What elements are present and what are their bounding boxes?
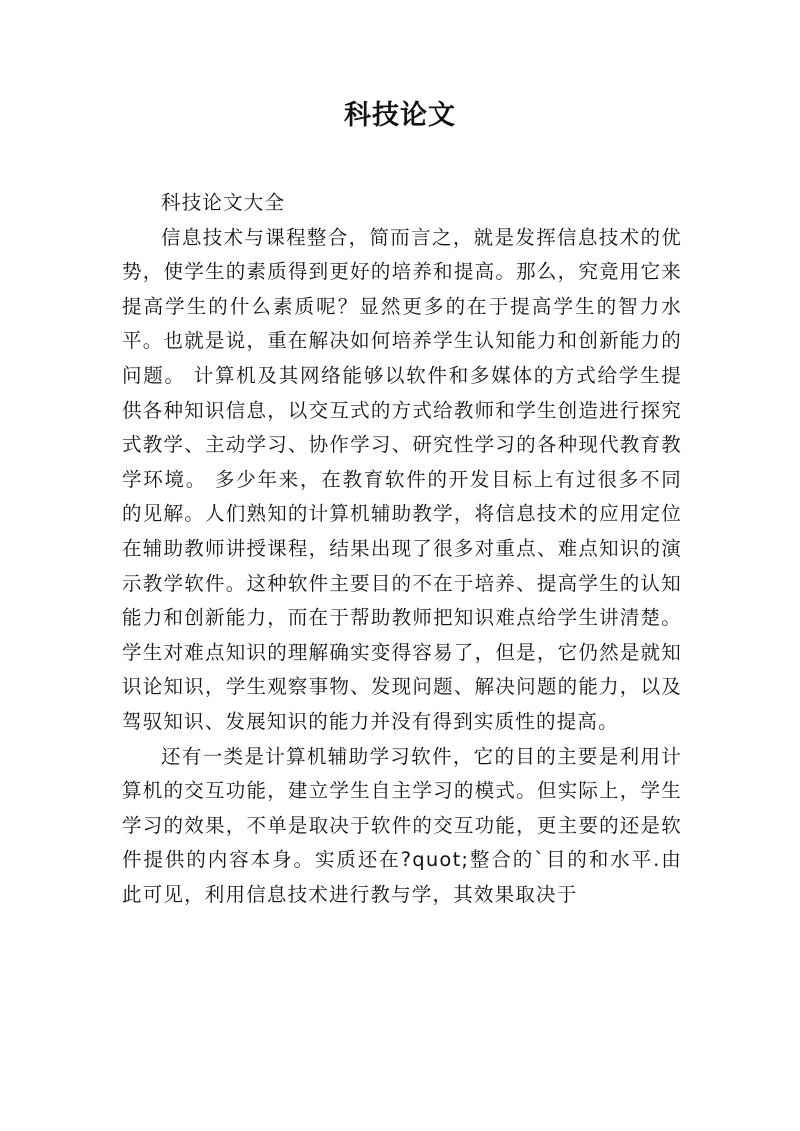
paragraph: 信息技术与课程整合，简而言之，就是发挥信息技术的优势，使学生的素质得到更好的培养和提高。那么，究竟用它来提高学生的什么素质呢？显然更多的在于提高学生的智力水平。也就是说，重在解决如何培养学生认知能力和创新能力的问题。 计算机及其网络能够以软件和多媒体的方式给学生提供各种知识信息，以交互式的方式给教师和学生创造进行探究式教学、主动学习、协作学习、研究性学习的各种现代教育教学环境。 多少年来，在教育软件的开发目标上有过很多不同的见解。人们熟知的计算机辅助教学，将信息技术的应用定位在辅助教师讲授课程，结果出现了很多对重点、难点知识的演示教学软件。这种软件主要目的不在于培养、提高学生的认知能力和创新能力，而在于帮助教师把知识难点给学生讲清楚。学生对难点知识的理解确实变得容易了，但是，它仍然是就知识论知识，学生观察事物、发现问题、解决问题的能力，以及驾驭知识、发展知识的能力并没有得到实质性的提高。 [122,225,682,733]
document-body [122,186,682,912]
paragraph-subtitle: 科技论文大全 [161,191,286,214]
document-title: 科技论文 [344,100,456,131]
paragraph: 还有一类是计算机辅助学习软件，它的目的主要是利用计算机的交互功能，建立学生自主学习的模式。但实际上，学生学习的效果，不单是取决于软件的交互功能，更主要的还是软件提供的内容本身。实质还在?quot;整合的`目的和水平.由此可见，利用信息技术进行教与学，其效果取决于 [122,744,682,906]
